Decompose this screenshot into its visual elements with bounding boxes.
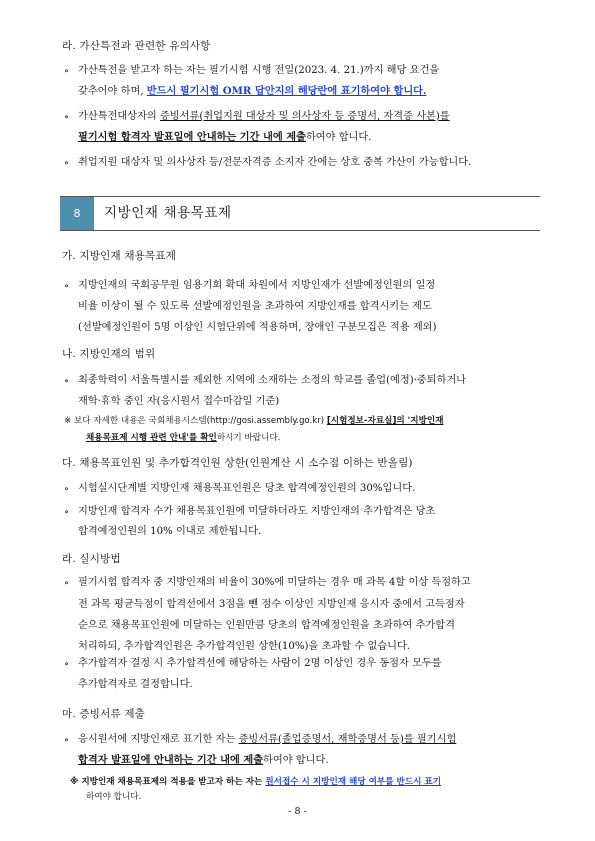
bullet-icon: ∘ (64, 578, 69, 589)
da-bullet-2-line-2: 합격예정인원의 10% 이내로 제한됩니다. (78, 526, 262, 537)
heading-ra-method: 라. 실시방법 (62, 553, 121, 565)
bullet-icon: ∘ (64, 281, 69, 292)
method-bullet-2-line-2: 추가합격자로 결정합니다. (78, 679, 193, 690)
da-bullet-1: 시험실시단계별 지방인재 채용목표인원은 당초 합격예정인원의 30%입니다. (78, 483, 416, 494)
bullet-icon: ∘ (64, 376, 69, 387)
bonus-bullet-1-line-2: 갖추어야 하며, 반드시 필기시험 OMR 답안지의 해당란에 표기하여야 합니다. (78, 85, 427, 97)
heading-ga: 가. 지방인재 채용목표제 (62, 250, 177, 262)
bonus-bullet-3: 취업지원 대상자 및 의사상자 등/전문자격증 소지자 간에는 상호 중복 가산이 가능합니다. (78, 157, 472, 168)
method-bullet-1-line-4: 처리하되, 추가합격인원은 추가합격인원 상한(10%)을 초과할 수 없습니다. (78, 641, 411, 652)
page-number: - 8 - (288, 806, 307, 817)
na-line-1: 최종학력이 서울특별시를 제외한 지역에 소재하는 소정의 학교를 졸업(예정)·중퇴하거나 (78, 375, 467, 386)
bullet-icon: ∘ (64, 659, 69, 670)
ma-note-line-2: 하여야 합니다. (86, 792, 142, 802)
na-note-line-2: 채용목표제 시행 관련 안내'를 확인하시기 바랍니다. (86, 433, 281, 443)
da-bullet-2-line-1: 지방인재 합격자 수가 채용목표인원에 미달하더라도 지방인재의 추가합격은 당초 (78, 506, 436, 517)
heading-ma: 마. 증빙서류 제출 (62, 708, 146, 720)
bonus-bullet-1-line-1: 가산특전을 받고자 하는 자는 필기시험 시행 전일(2023. 4. 21.)까지 해당 요건을 (78, 65, 440, 76)
bullet-icon: ∘ (64, 484, 69, 495)
section-title: 지방인재 채용목표제 (104, 205, 232, 221)
na-line-2: 재학·휴학 중인 자(응시원서 접수마감일 기준) (78, 396, 280, 407)
heading-na: 나. 지방인재의 범위 (62, 348, 156, 360)
bullet-icon: ∘ (64, 66, 69, 77)
ga-line-1: 지방인재의 국회공무원 임용기회 확대 차원에서 지방인재가 선발예정인원의 일정 (78, 280, 436, 291)
bonus-bullet-2-line-1: 가산특전대상자의 증빙서류(취업지원 대상자 및 의사상자 등 증명서, 자격증 사본)를 (78, 111, 450, 122)
method-bullet-1-line-2: 전 과목 평균득점이 합격선에서 3점을 뺀 점수 이상인 지방인재 응시자 중에서 고득점자 (78, 599, 465, 610)
na-note-line-1: ※ 보다 자세한 내용은 국회채용시스템(http://gosi.assembly.go.kr) [시험정보-자료실]의 '지방인재 (64, 416, 444, 426)
section-number: 8 (60, 197, 94, 230)
ga-line-3: (선발예정인원이 5명 이상인 시험단위에 적용하며, 장애인 구분모집은 적용 제외) (78, 322, 437, 333)
section-8-header (60, 196, 540, 231)
bullet-icon: ∘ (64, 735, 69, 746)
bullet-icon: ∘ (64, 158, 69, 169)
method-bullet-1-line-3: 순으로 채용목표인원에 미달하는 인원만큼 당초의 합격예정인원을 초과하여 추가합격 (78, 620, 455, 631)
ma-note-line-1: ※ 지방인재 채용목표제의 적용을 받고자 하는 자는 원서접수 시 지방인재 해당 여부를 반드시 표기 (70, 777, 442, 787)
ga-line-2: 비율 이상이 될 수 있도록 선발예정인원을 초과하여 지방인재를 합격시키는 제도 (78, 301, 432, 312)
ma-bullet-line-1: 응시원서에 지방인재로 표기한 자는 증빙서류(졸업증명서, 재학증명서 등)를 필기시험 (78, 734, 457, 745)
method-bullet-2-line-1: 추가합격자 결정 시 추가합격선에 해당하는 사람이 2명 이상인 경우 동점자 모두를 (78, 658, 442, 669)
bonus-bullet-2-line-2: 필기시험 합격자 발표일에 안내하는 기간 내에 제출하여야 합니다. (78, 131, 372, 143)
bullet-icon: ∘ (64, 112, 69, 123)
method-bullet-1-line-1: 필기시험 합격자 중 지방인재의 비율이 30%에 미달하는 경우 매 과목 4할 이상 득점하고 (78, 577, 471, 588)
ma-bullet-line-2: 합격자 발표일에 안내하는 기간 내에 제출하여야 합니다. (78, 754, 329, 766)
bullet-icon: ∘ (64, 507, 69, 518)
heading-ra-bonus: 라. 가산특전과 관련한 유의사항 (62, 40, 211, 52)
heading-da: 다. 채용목표인원 및 추가합격인원 상한(인원계산 시 소수점 이하는 반올림) (62, 457, 413, 469)
